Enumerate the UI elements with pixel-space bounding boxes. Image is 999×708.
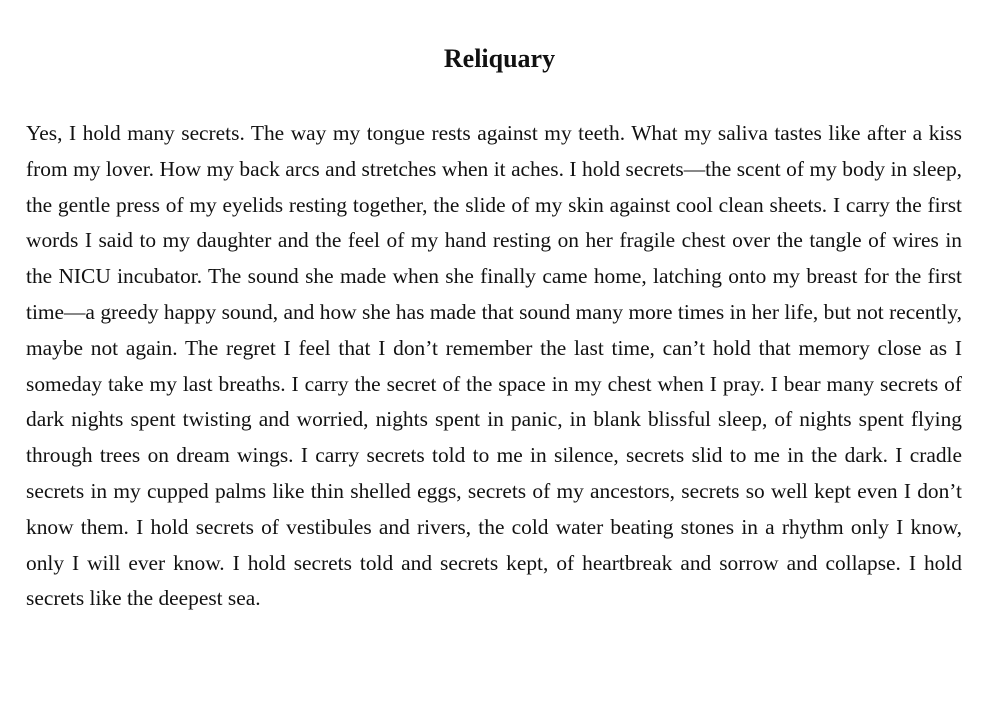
- document-title: Reliquary: [443, 44, 556, 73]
- prose-paragraph: Yes, I hold many secrets. The way my tongue rests against my teeth. What my saliva tastes like after a kiss from my lover. How my back arcs and stretches when it aches. I hold secrets—the scent of my body in sleep, the gentle press of my eyelids resting together, the slide of my skin against cool clean sheets. I carry the first words I said to my daughter and the feel of my hand resting on her fragile chest over the tangle of wires in the NICU incubator. The sound she made when she finally came home, latching onto my breast for the first time—a greedy happy sound, and how she has made that sound many more times in her life, but not recently, maybe not again. The regret I feel that I don’t remember the last time, can’t hold that memory close as I someday take my last breaths. I carry the secret of the space in my chest when I pray. I bear many secrets of dark nights spent twisting and worried, nights spent in panic, in blank blissful sleep, of nights spent flying through trees on dream wings. I carry secrets told to me in silence, secrets slid to me in the dark. I cradle secrets in my cupped palms like thin shelled eggs, secrets of my ancestors, secrets so well kept even I don’t know them. I hold secrets of vestibules and rivers, the cold water beating stones in a rhythm only I know, only I will ever know. I hold secrets told and secrets kept, of heartbreak and sorrow and collapse. I hold secrets like the deepest sea.: [26, 121, 962, 611]
